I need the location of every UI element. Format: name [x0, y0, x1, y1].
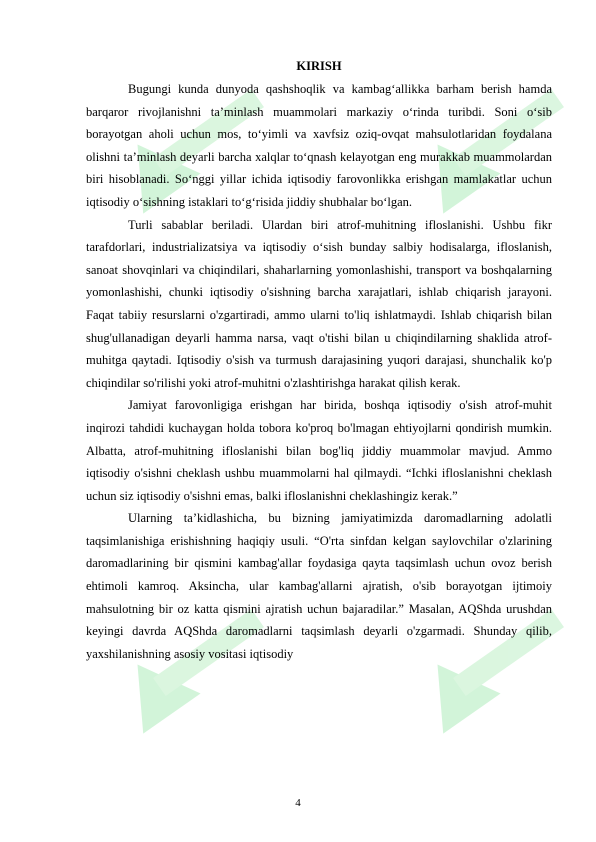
paragraph: Jamiyat farovonligiga erishgan har birida, boshqa iqtisodiy o'sish atrof-muhit inqirozi tahdidi kuchaygan holda tobora ko'proq bo'lmagan ehtiyojlarni qondirish mumkin. Albatta, atrof-muhitning ifloslanishi bilan bog'liq jiddiy muammolar mavjud. Ammo iqtisodiy o'sishni cheklash ushbu muammolarni hal qilmaydi. “Ichki ifloslanishni cheklash uchun siz iqtisodiy o'sishni emas, balki ifloslanishni cheklashingiz kerak.” [86, 398, 552, 503]
document-body [86, 56, 552, 665]
paragraph: Turli sabablar beriladi. Ulardan biri atrof-muhitning ifloslanishi. Ushbu fikr tarafdorlari, industrializatsiya va iqtisodiy o‘sish bunday salbiy hodisalarga, ifloslanish, sanoat shovqinlari va chiqindilari, shaharlarning yomonlashishi, transport va boshqalarning yomonlashishi, chunki iqtisodiy o'sishning barcha xarajatlari, ishlab chiqarish jarayoni. Faqat tabiiy resurslarni o'zgartiradi, ammo ularni to'liq ishlatmaydi. Ishlab chiqarish bilan shug'ullanadigan deyarli hamma narsa, vaqt o'tishi bilan u chiqindilarning shaklida atrof-muhitga qaytadi. Iqtisodiy o'sish va turmush darajasining yuqori darajasi, shunchalik ko'p chiqindilar so'rilishi yoki atrof-muhitni o'zlashtirishga harakat qilish kerak. [86, 217, 552, 390]
paragraph: Ularning ta’kidlashicha, bu bizning jamiyatimizda daromadlarning adolatli taqsimlanishiga erishishning haqiqiy usuli. “O'rta sinfdan kelgan saylovchilar o'zlarining daromadlarining bir qismini kambag'allar foydasiga qayta taqsimlash uchun ovoz berish ehtimoli kamroq. Aksincha, ular kambag'allarni ajratish, o'sib borayotgan ijtimoiy mahsulotning bir oz katta qismini ajratish uchun bajaradilar.” Masalan, AQShda urushdan keyingi davrda AQShda daromadlarni taqsimlash deyarli o'zgarmadi. Shunday qilib, yaxshilanishning asosiy vositasi iqtisodiy [86, 511, 552, 661]
page-number: 4 [295, 797, 301, 809]
paragraph: Bugungi kunda dunyoda qashshoqlik va kambag‘allikka barham berish hamda barqaror rivojlanishni ta’minlash muammolari markaziy o‘rinda turibdi. Soni o‘sib borayotgan aholi uchun mos, to‘yimli va xavfsiz oziq-ovqat mahsulotlaridan foydalana olishni ta’minlash deyarli barcha xalqlar to‘qnash kelayotgan eng murakkab muammolardan biri hisoblanadi. So‘nggi yillar ichida iqtisodiy farovonlikka erishgan mamlakatlar uchun iqtisodiy o‘sishning istaklari to‘g‘risida jiddiy shubhalar bo‘lgan. [86, 82, 552, 209]
section-title: KIRISH [296, 59, 342, 73]
